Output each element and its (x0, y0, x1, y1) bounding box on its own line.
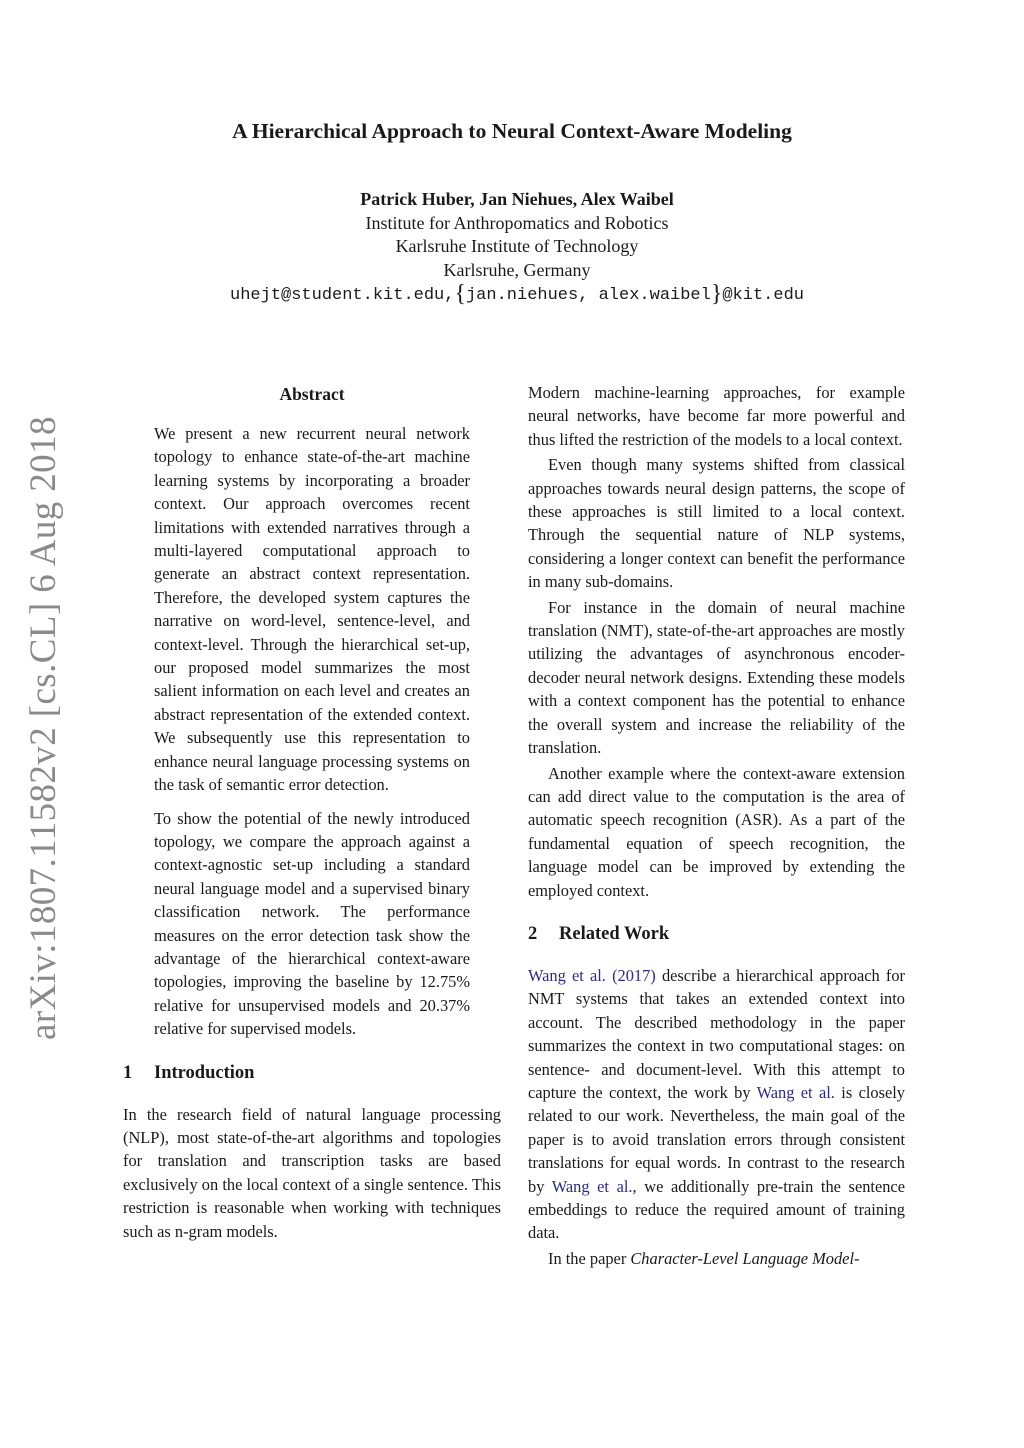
affiliation-institute: Institute for Anthropomatics and Robotics (365, 212, 669, 233)
abstract-heading: Abstract (279, 384, 345, 404)
author-names: Patrick Huber, Jan Niehues, Alex Waibel (360, 189, 674, 209)
intro-paragraph-4: For instance in the domain of neural machine translation (NMT), state-of-the-art approaches are mostly utilizing the advantages of asynchronous encoder-decoder neural network designs. Extending these models with a context component has the potential to enhance the overall system and increase the reliability of the translation. (528, 597, 905, 758)
right-column (528, 381, 905, 1270)
abstract-paragraph-2: To show the potential of the newly introduced topology, we compare the approach against a context-agnostic set-up including a standard neural language model and a supervised binary classification network. The performance measures on the error detection task show the advantage of the hierarchical context-aware topologies, improving the baseline by 12.75% relative for unsupervised models and 20.37% relative for supervised models. (154, 808, 470, 1039)
section-number: 2 (528, 923, 538, 944)
citation-link[interactable]: Wang et al. (551, 1176, 633, 1196)
related-paragraph-2 (528, 1247, 905, 1270)
author-block (0, 188, 1024, 308)
section-title: Related Work (559, 923, 670, 944)
intro-paragraph-1: In the research field of natural language processing (NLP), most state-of-the-art algorithms and topologies for translation and transcription tasks are based exclusively on the local context of a single sentence. This restriction is reasonable when working with techniques such as n-gram models. (123, 1104, 501, 1241)
arxiv-watermark: arXiv:1807.11582v2 [cs.CL] 6 Aug 2018 (23, 416, 64, 1040)
brace-close: } (710, 281, 723, 308)
text-run: describe a hierarchical approach for NMT systems that takes an extended context into account. The described methodology in the paper summarizes the context in two computational stages: on sentence- and document-level. With this attempt to capture the context, the work by (528, 965, 906, 1102)
left-column (123, 381, 501, 1243)
citation-link[interactable]: Wang et al. (2017) (528, 965, 656, 985)
email-group: jan.niehues, alex.waibel (465, 286, 711, 306)
email-domain: @kit.edu (722, 286, 804, 306)
introduction-heading (123, 1061, 501, 1085)
section-title: Introduction (154, 1062, 255, 1083)
brace-open: { (454, 281, 466, 308)
paper-title: A Hierarchical Approach to Neural Context-Aware Modeling (232, 119, 792, 143)
citation-link[interactable]: Wang et al. (756, 1082, 835, 1102)
intro-paragraph-2: Modern machine-learning approaches, for example neural networks, have become far more powerful and thus lifted the restriction of the models to a local context. (528, 383, 905, 449)
affiliation-location: Karlsruhe, Germany (443, 259, 591, 280)
section-number: 1 (123, 1062, 133, 1083)
text-run: , we additionally pre-train the sentence embeddings to reduce the required amount of training data. (528, 1176, 905, 1243)
text-run: In the paper (548, 1248, 631, 1268)
intro-paragraph-5: Another example where the context-aware extension can add direct value to the computation is the area of automatic speech recognition (ASR). As a part of the fundamental equation of speech recognition, the language model can be improved by extending the employed context. (528, 763, 905, 900)
email-first: uhejt@student.kit.edu, (230, 286, 455, 306)
text-run: is closely related to our work. Nevertheless, the main goal of the paper is to avoid translation errors through consistent translations for equal words. In contrast to the research by (528, 1082, 905, 1196)
abstract-paragraph-1: We present a new recurrent neural network topology to enhance state-of-the-art machine learning systems by incorporating a broader context. Our approach overcomes recent limitations with extended narratives through a multi-layered computational approach to generate an abstract context representation. Therefore, the developed system captures the narrative on word-level, sentence-level, and context-level. Through the hierarchical set-up, our proposed model summarizes the most salient information on each level and creates an abstract representation of the extended context. We subsequently use this representation to enhance neural language processing systems on the task of semantic error detection. (154, 424, 470, 795)
author-emails (0, 282, 1024, 308)
intro-paragraph-3: Even though many systems shifted from classical approaches towards neural design patterns, the scope of these approaches is still limited to a local context. Through the sequential nature of NLP systems, considering a longer context can benefit the performance in many sub-domains. (528, 455, 905, 592)
related-work-heading (528, 922, 905, 946)
italic-title: Character-Level Language Model- (630, 1248, 860, 1268)
affiliation-university: Karlsruhe Institute of Technology (395, 236, 639, 257)
related-paragraph-1 (528, 964, 905, 1245)
abstract-body (123, 422, 501, 1041)
